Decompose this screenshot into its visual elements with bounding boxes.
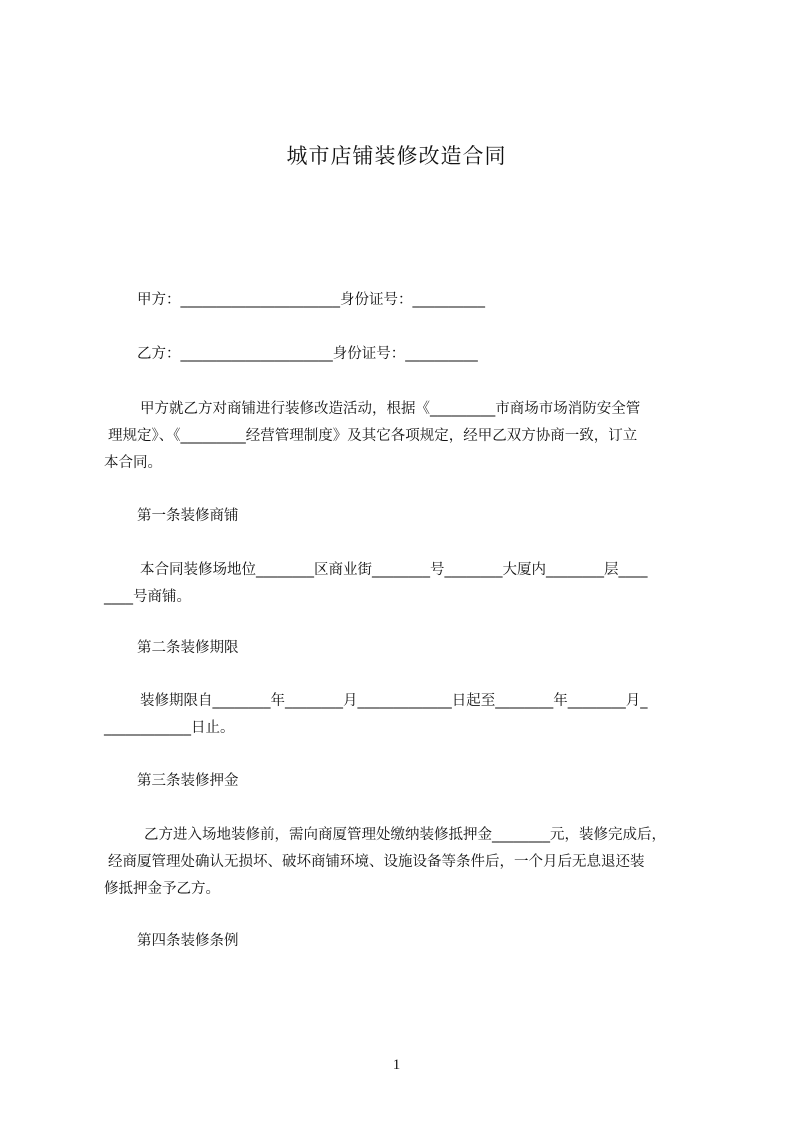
preamble-line-2: 理规定》、《_________经营管理制度》及其它各项规定，经甲乙双方协商一致，订立: [108, 428, 638, 444]
preamble-line-1: 甲方就乙方对商铺进行装修改造活动，根据《_________市商场市场消防安全管: [140, 401, 641, 417]
article-3-line-2: 经商厦管理处确认无损坏、破坏商铺环境、设施设备等条件后，一个月后无息退还装: [108, 854, 645, 870]
page-title: 城市店铺装修改造合同: [286, 144, 507, 168]
article-1-heading: 第一条装修商铺: [137, 508, 239, 524]
party-b-line: 乙方：_____________________身份证号：__________: [137, 346, 478, 362]
article-3-line-1: 乙方进入场地装修前，需向商厦管理处缴纳装修抵押金________元，装修完成后，: [144, 827, 666, 843]
article-3-heading: 第三条装修押金: [137, 773, 239, 789]
article-1-line-2: ____号商铺。: [104, 589, 191, 605]
article-1-line-1: 本合同装修场地位________区商业街________号________大厦内________层____: [140, 562, 648, 578]
article-2-line-1: 装修期限自________年________月_____________日起至________年________月_: [140, 693, 648, 709]
page-number: 1: [392, 1057, 401, 1073]
article-4-heading: 第四条装修条例: [137, 933, 239, 949]
article-2-heading: 第二条装修期限: [137, 640, 239, 656]
article-2-line-2: ____________日止。: [104, 720, 235, 736]
article-3-line-3: 修抵押金予乙方。: [104, 881, 220, 897]
party-a-line: 甲方：______________________身份证号：__________: [137, 292, 485, 308]
preamble-line-3: 本合同。: [104, 455, 162, 471]
